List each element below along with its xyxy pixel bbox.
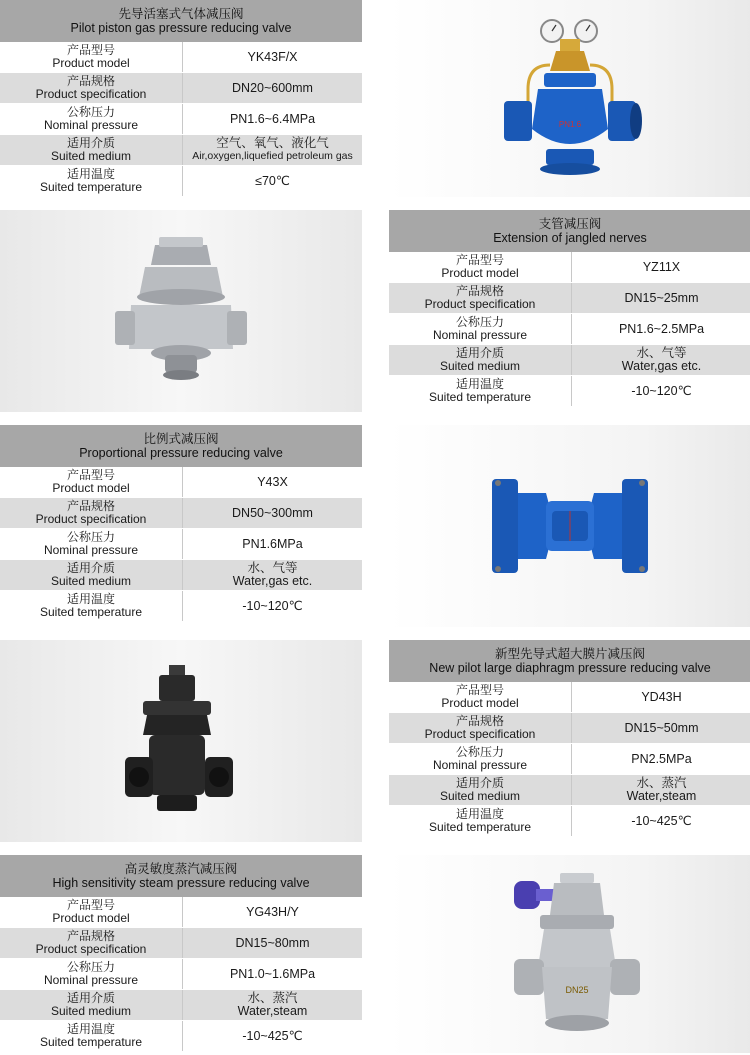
row-temp (389, 806, 750, 837)
row-medium (389, 775, 750, 806)
row-medium (0, 990, 362, 1021)
row-model (0, 42, 362, 73)
product-photo-yg43hy (389, 855, 750, 1053)
row-medium (0, 560, 362, 591)
value-spec: DN15~25mm (624, 290, 699, 305)
product-photo-yz11x (0, 210, 362, 412)
label-en: Product model (52, 911, 130, 925)
label-en: Nominal pressure (432, 758, 528, 772)
row-spec (0, 73, 362, 104)
value-pressure: PN1.6~6.4MPa (229, 111, 316, 126)
label-en: Product specification (35, 87, 147, 101)
spec-table-yk43fx (0, 0, 362, 197)
title-en: Pilot piston gas pressure reducing valve (70, 21, 292, 35)
title-cn: 比例式减压阀 (143, 432, 219, 446)
value-medium-en: Water,steam (626, 789, 697, 803)
value-temp: -10~120℃ (631, 383, 692, 398)
row-model (389, 682, 750, 713)
label-cn: 产品型号 (66, 898, 115, 912)
value-medium-en: Water,gas etc. (232, 574, 313, 588)
value-medium-en: Air,oxygen,liquefied petroleum gas (192, 150, 353, 162)
label-en: Suited medium (50, 1004, 132, 1018)
label-cn: 公称压力 (66, 105, 115, 119)
row-temp (389, 376, 750, 407)
valve-marking: DN25 (565, 985, 589, 995)
black-diaphragm-valve-icon (121, 661, 241, 821)
value-pressure: PN1.0~1.6MPa (229, 966, 316, 981)
value-spec: DN15~80mm (235, 935, 310, 950)
value-medium-cn: 水、蒸汽 (636, 776, 687, 790)
row-spec (0, 928, 362, 959)
value-temp: ≤70℃ (255, 173, 290, 188)
label-en: Suited temperature (428, 390, 532, 404)
title-en: Proportional pressure reducing valve (79, 446, 283, 460)
title-en: High sensitivity steam pressure reducing valve (52, 876, 310, 890)
spec-title (0, 855, 362, 897)
title-cn: 支管减压阀 (538, 217, 602, 231)
label-cn: 公称压力 (455, 315, 504, 329)
label-cn: 适用温度 (455, 377, 504, 391)
row-pressure (0, 959, 362, 990)
label-en: Product model (52, 56, 130, 70)
label-cn: 产品规格 (66, 74, 115, 88)
value-medium-cn: 水、气等 (636, 346, 687, 360)
value-pressure: PN1.6~2.5MPa (618, 321, 705, 336)
value-temp: -10~120℃ (242, 598, 303, 613)
label-en: Product model (441, 266, 519, 280)
label-en: Suited temperature (39, 605, 143, 619)
row-spec (389, 283, 750, 314)
value-temp: -10~425℃ (631, 813, 692, 828)
spec-table-yz11x (389, 210, 750, 407)
label-cn: 产品规格 (66, 499, 115, 513)
label-cn: 适用介质 (455, 776, 504, 790)
title-en: Extension of jangled nerves (493, 231, 647, 245)
label-en: Suited medium (50, 574, 132, 588)
label-cn: 适用温度 (66, 592, 115, 606)
label-cn: 产品规格 (66, 929, 115, 943)
title-cn: 高灵敏度蒸汽减压阀 (124, 862, 238, 876)
row-temp (0, 1021, 362, 1052)
label-cn: 适用温度 (66, 1022, 115, 1036)
spec-title (0, 0, 362, 42)
label-en: Product model (52, 481, 130, 495)
title-cn: 新型先导式超大膜片减压阀 (494, 647, 645, 661)
spec-table-yg43hy (0, 855, 362, 1052)
label-cn: 产品型号 (455, 683, 504, 697)
label-en: Suited temperature (39, 180, 143, 194)
row-temp (0, 166, 362, 197)
stainless-steam-valve-icon (500, 869, 640, 1039)
row-model (389, 252, 750, 283)
label-en: Nominal pressure (432, 328, 528, 342)
label-cn: 适用温度 (455, 807, 504, 821)
product-photo-yk43fx (389, 0, 750, 197)
product-photo-yd43h (0, 640, 362, 842)
row-pressure (389, 314, 750, 345)
label-cn: 公称压力 (66, 960, 115, 974)
value-pressure: PN1.6MPa (242, 536, 303, 551)
value-medium-en: Water,steam (237, 1004, 308, 1018)
label-cn: 产品规格 (455, 714, 504, 728)
label-en: Suited temperature (39, 1035, 143, 1049)
valve-marking: PN1.6 (558, 119, 582, 129)
label-en: Suited medium (50, 149, 132, 163)
row-pressure (389, 744, 750, 775)
value-medium-cn: 水、气等 (247, 561, 298, 575)
row-model (0, 897, 362, 928)
label-cn: 产品型号 (66, 43, 115, 57)
row-model (0, 467, 362, 498)
title-en: New pilot large diaphragm pressure reducing valve (429, 661, 711, 675)
value-model: Y43X (257, 474, 288, 489)
value-model: YZ11X (642, 259, 681, 274)
row-temp (0, 591, 362, 622)
value-medium-cn: 空气、氧气、液化气 (216, 136, 329, 150)
label-cn: 适用介质 (66, 561, 115, 575)
row-spec (0, 498, 362, 529)
label-en: Suited temperature (428, 820, 532, 834)
value-pressure: PN2.5MPa (631, 751, 692, 766)
row-pressure (0, 104, 362, 135)
spec-table-yd43h (389, 640, 750, 837)
label-cn: 适用介质 (66, 991, 115, 1005)
spec-table-y43x (0, 425, 362, 622)
value-model: YD43H (641, 689, 682, 704)
spec-title (389, 210, 750, 252)
value-medium-en: Water,gas etc. (621, 359, 702, 373)
value-medium-cn: 水、蒸汽 (247, 991, 298, 1005)
value-spec: DN15~50mm (624, 720, 699, 735)
label-cn: 适用温度 (66, 167, 115, 181)
value-temp: -10~425℃ (242, 1028, 303, 1043)
label-cn: 产品规格 (455, 284, 504, 298)
row-medium (0, 135, 362, 166)
value-spec: DN20~600mm (232, 80, 313, 95)
label-en: Suited medium (439, 359, 521, 373)
value-model: YG43H/Y (246, 904, 299, 919)
label-en: Product specification (35, 942, 147, 956)
label-en: Product specification (424, 727, 536, 741)
label-cn: 产品型号 (455, 253, 504, 267)
label-en: Product model (441, 696, 519, 710)
label-cn: 适用介质 (455, 346, 504, 360)
silver-branch-valve-icon (111, 231, 251, 391)
spec-title (389, 640, 750, 682)
label-cn: 公称压力 (455, 745, 504, 759)
label-en: Suited medium (439, 789, 521, 803)
label-en: Nominal pressure (43, 543, 139, 557)
blue-pilot-valve-icon (490, 9, 650, 189)
row-pressure (0, 529, 362, 560)
label-en: Product specification (35, 512, 147, 526)
row-spec (389, 713, 750, 744)
title-cn: 先导活塞式气体减压阀 (118, 7, 244, 21)
row-medium (389, 345, 750, 376)
label-en: Nominal pressure (43, 973, 139, 987)
label-en: Product specification (424, 297, 536, 311)
value-model: YK43F/X (247, 49, 298, 64)
value-spec: DN50~300mm (232, 505, 313, 520)
label-cn: 适用介质 (66, 136, 115, 150)
label-cn: 公称压力 (66, 530, 115, 544)
label-en: Nominal pressure (43, 118, 139, 132)
product-photo-y43x (389, 425, 750, 627)
blue-proportional-valve-icon (490, 471, 650, 581)
spec-title (0, 425, 362, 467)
label-cn: 产品型号 (66, 468, 115, 482)
